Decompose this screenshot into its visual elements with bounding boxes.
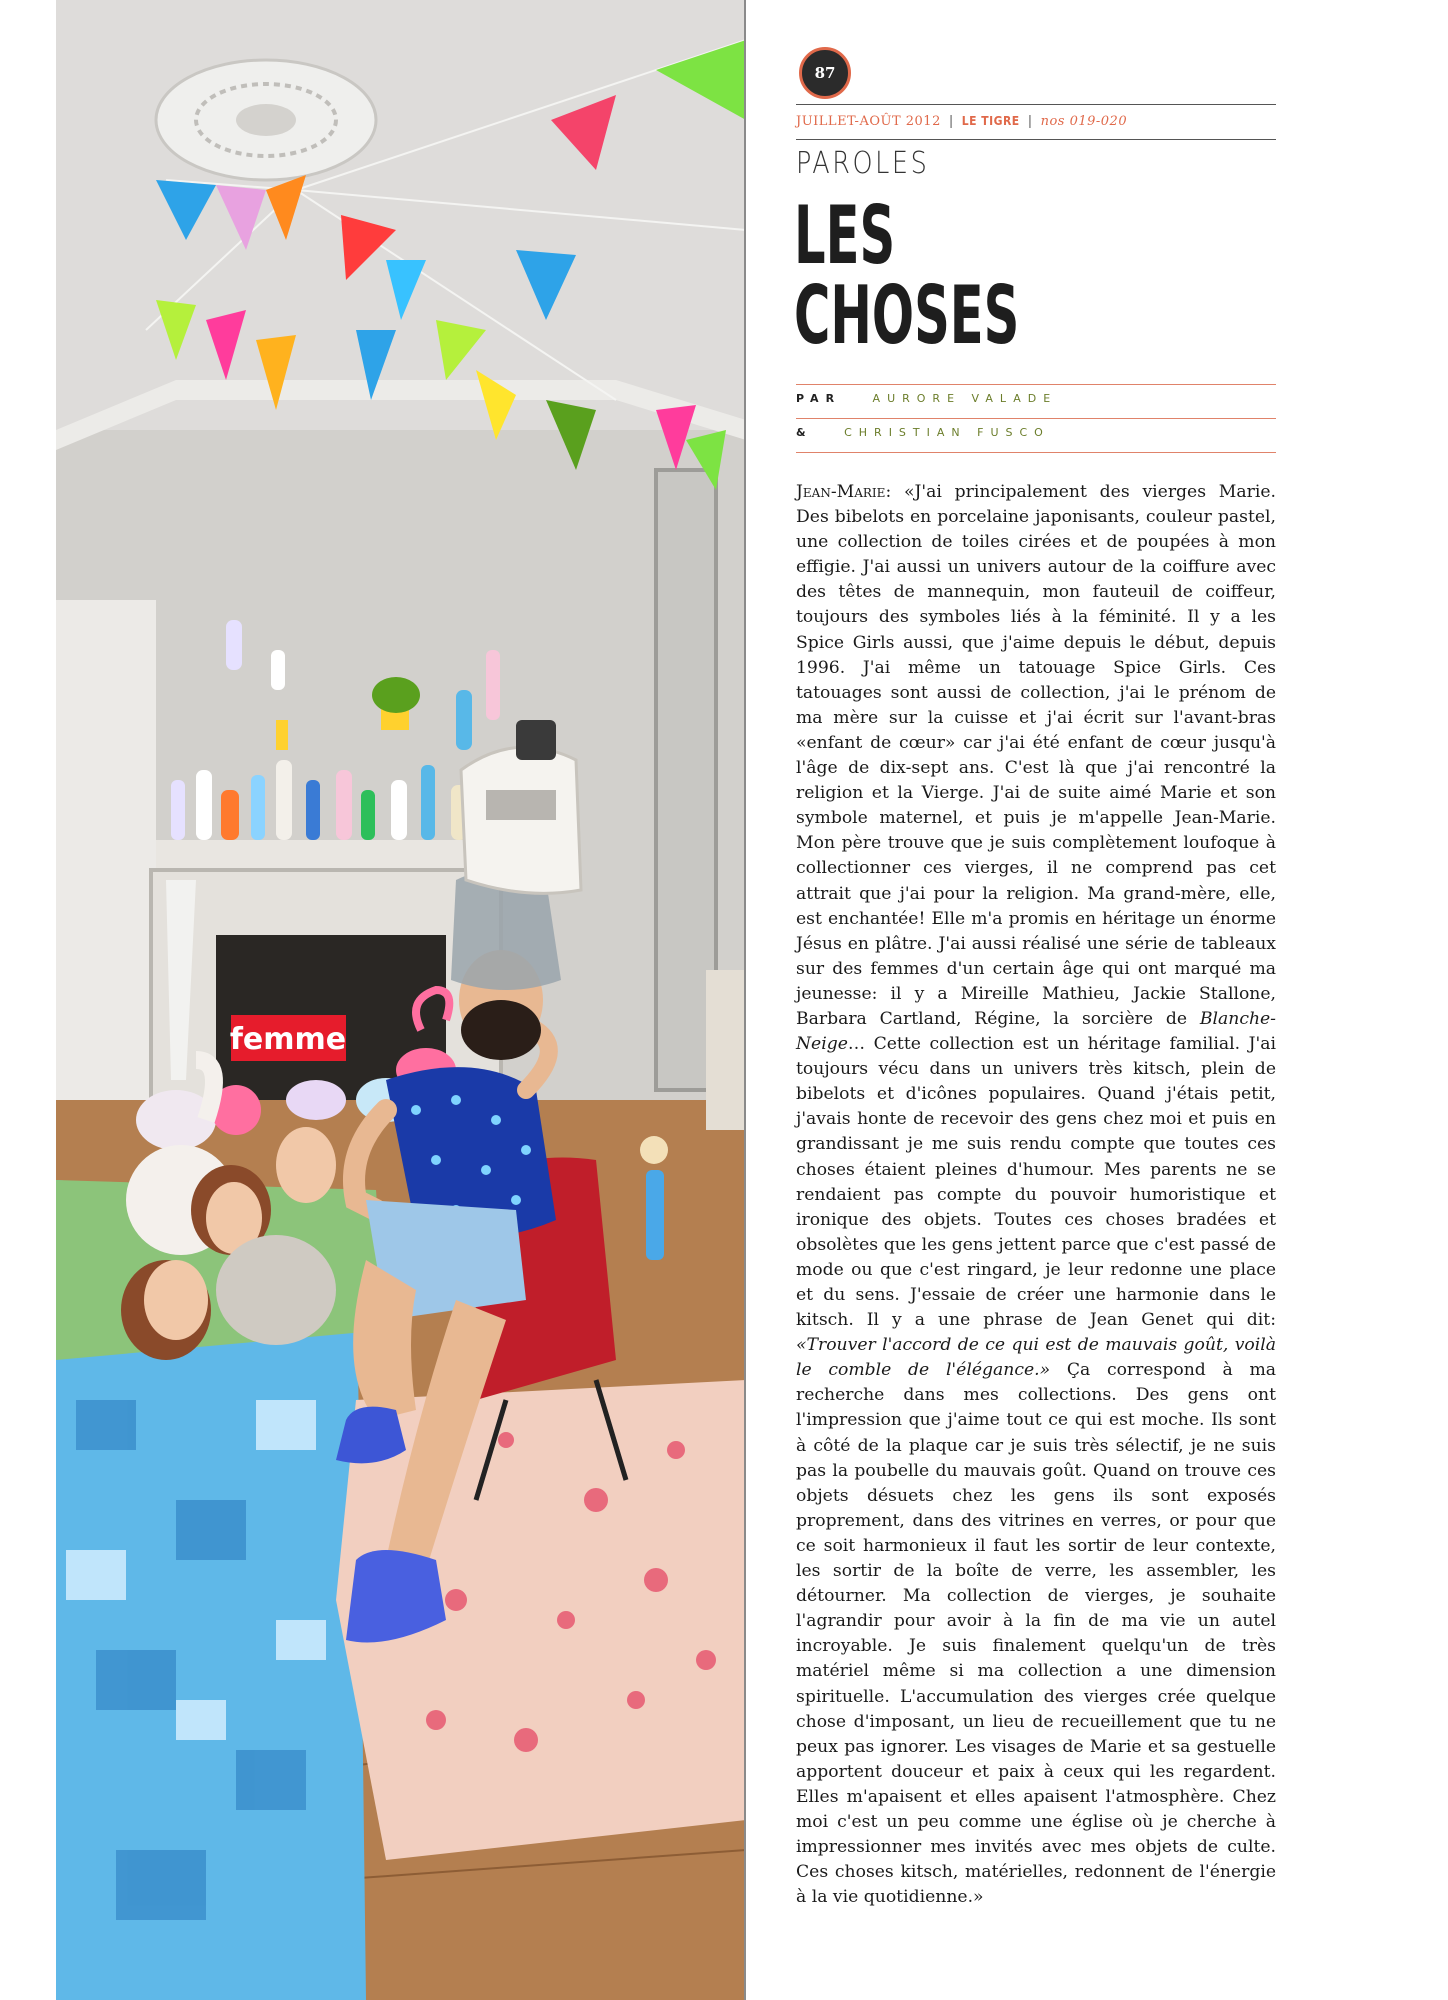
credit-author-2: CHRISTIAN FUSCO: [844, 426, 1050, 439]
article-photo: [56, 0, 746, 2000]
header-rule-top: [796, 104, 1276, 105]
credit-author-1: AURORE VALADE: [872, 392, 1058, 405]
page-number-badge: 87: [799, 47, 851, 99]
photo-border: [744, 0, 746, 2000]
credit-rule-2: [796, 418, 1276, 419]
credit-line-2: [796, 426, 1050, 439]
credit-rule-1: [796, 384, 1276, 385]
title-line-2: CHOSES: [794, 269, 1020, 362]
photo-illustration: [56, 0, 746, 2000]
issue-separator: |: [1027, 114, 1033, 129]
credit-line-1: [796, 392, 1057, 405]
issue-separator: |: [948, 114, 954, 129]
body-italic-1: Blanche-Neige: [796, 1008, 1276, 1055]
title-line-1: LES: [794, 189, 896, 282]
issue-number: nos 019-020: [1040, 114, 1128, 129]
issue-line: [796, 114, 1127, 129]
article-title: [794, 189, 1020, 362]
section-label: PAROLES: [796, 146, 930, 181]
credit-rule-3: [796, 452, 1276, 453]
article-body: [796, 480, 1276, 1910]
credit-prefix: PAR: [796, 392, 842, 405]
photo-sign-text: femme: [229, 1022, 347, 1057]
issue-date: JUILLET-AOÛT 2012: [796, 114, 941, 129]
body-text-2: … Cette collection est un héritage familial. J'ai toujours vécu dans un univers très kitsch, plein de bibelots et d'icônes populaires. Quand j'étais petit, j'avais honte de recevoir des gens chez moi et puis en grandissant je me suis rendu compte que toutes ces choses étaient pleines d'humour. Mes parents ne se rendaient pas compte du pouvoir humoristique et ironique des objets. Toutes ces choses bradées et obsolètes que les gens jettent parce que c'est passé de mode ou que c'est ringard, je leur redonne une place et du sens. J'essaie de créer une harmonie dans le kitsch. Il y a une phrase de Jean Genet qui dit:: [796, 1034, 1276, 1331]
magazine-name: LE TIGRE: [961, 114, 1020, 128]
body-text-3: Ça correspond à ma recherche dans mes collections. Des gens ont l'impression que j'aime tout ce qui est moche. Ils sont à côté de la plaque car je suis très sélectif, je ne suis pas la poubelle du mauvais goût. Quand on trouve ces objets désuets chez les gens ils sont exposés proprement, dans des vitrines en verres, or pour que ce soit harmonieux il faut les sortir de leur contexte, les sortir de la boîte de verre, les assembler, les détourner. Ma collection de vierges, je souhaite l'agrandir pour avoir à la fin de ma vie un autel incroyable. Je suis finalement quelqu'un de très matériel même si ma collection a une dimension spirituelle. L'accumulation des vierges crée quelque chose d'imposant, un lieu de recueillement que tu ne peux pas ignorer. Les visages de Marie et sa gestuelle apportent douceur et paix à ceux qui les regardent. Elles m'apaisent et elles apaisent l'atmosphère. Chez moi c'est un peu comme une église où je cherche à impressionner mes invités avec mes objets de culte. Ces choses kitsch, matérielles, redonnent de l'énergie à la vie quotidienne.»: [796, 1360, 1276, 1908]
speaker-name: Jean-Marie: [796, 482, 886, 502]
body-quote-genet: «Trouver l'accord de ce qui est de mauvais goût, voilà le comble de l'élégance.»: [796, 1335, 1276, 1381]
header-rule-bottom: [796, 139, 1276, 140]
credit-ampersand: &: [796, 426, 813, 439]
body-text-1: : «J'ai principalement des vierges Marie. Des bibelots en porcelaine japonisants, couleur pastel, une collection de toiles cirées et de poupées à mon effigie. J'ai aussi un univers autour de la coiffure avec des têtes de mannequin, mon fauteuil de coiffeur, toujours des symboles liés à la féminité. Il y a les Spice Girls aussi, que j'aime depuis le début, depuis 1996. J'ai même un tatouage Spice Girls. Ces tatouages sont aussi de collection, j'ai le prénom de ma mère sur la cuisse et j'ai écrit sur l'avant-bras «enfant de cœur» car j'ai été enfant de cœur jusqu'à l'âge de dix-sept ans. C'est là que j'ai rencontré la religion et la Vierge. J'ai de suite aimé Marie et son symbole maternel, et puis je m'appelle Jean-Marie. Mon père trouve que je suis complètement loufoque à collectionner ces vierges, il ne comprend pas cet attrait que j'ai pour la religion. Ma grand-mère, elle, est enchantée! Elle m'a promis en héritage un énorme Jésus en plâtre. J'ai aussi réalisé une série de tableaux sur des femmes d'un certain âge qui ont marqué ma jeunesse: il y a Mireille Mathieu, Jackie Stallone, Barbara Cartland, Régine, la sorcière de: [796, 482, 1276, 1029]
